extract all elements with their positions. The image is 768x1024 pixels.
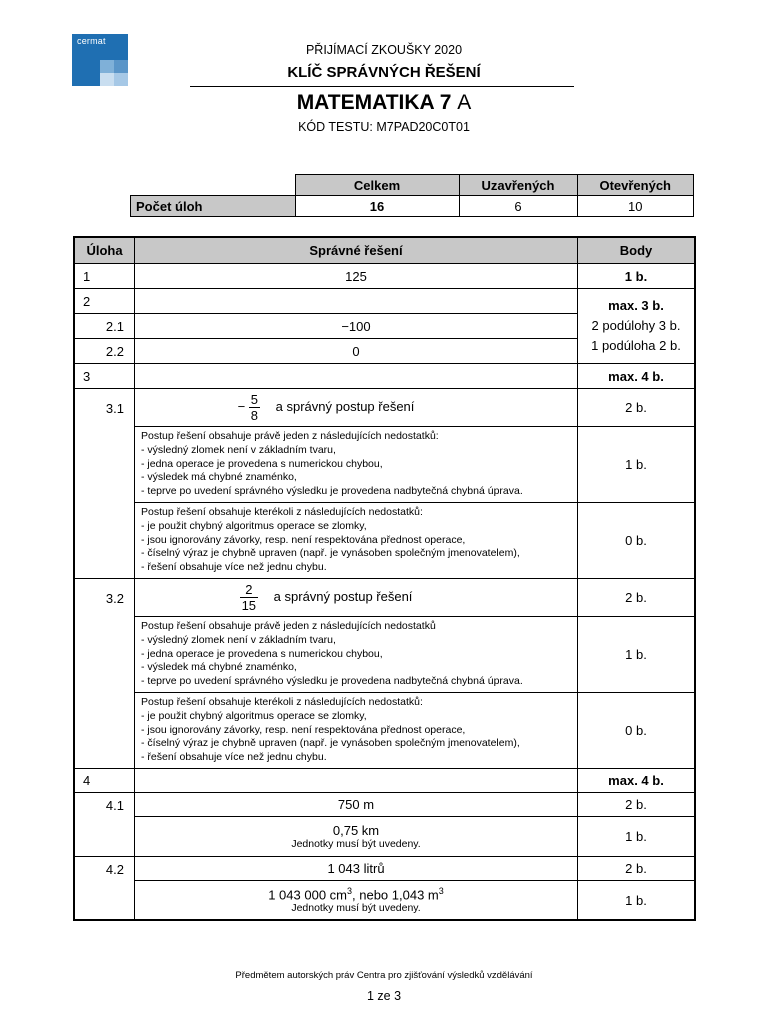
summary-header: Otevřených bbox=[577, 175, 694, 196]
copyright-footer: Předmětem autorských práv Centra pro zjišťování výsledků vzdělávání bbox=[235, 970, 533, 981]
table-row: Postup řešení obsahuje kterékoli z následujících nedostatků: - je použit chybný algoritmus operace se zlomky, - jsou ignorovány závorky, resp. není respektována přednost operace, - číselný výraz je chybně upraven (např. je vynásoben společným jmenovatelem), - řešení obsahuje více než jednu chybu. 0 b. bbox=[74, 692, 695, 768]
document-subtitle: KLÍČ SPRÁVNÝCH ŘEŠENÍ bbox=[287, 64, 481, 81]
summary-row-label: Počet úloh bbox=[131, 196, 296, 217]
col-header-task: Úloha bbox=[74, 237, 135, 264]
table-row: 2 max. 3 b. 2 podúlohy 3 b. 1 podúloha 2 b. bbox=[74, 289, 695, 314]
table-row: 3 max. 4 b. bbox=[74, 364, 695, 389]
criteria-zero: Postup řešení obsahuje kterékoli z následujících nedostatků: - je použit chybný algoritmus operace se zlomky, - jsou ignorovány závorky, resp. není respektována přednost operace, - číselný výraz je chybně upraven (např. je vynásoben společným jmenovatelem), - řešení obsahuje více než jednu chybu. bbox=[135, 692, 578, 768]
table-row: 1 125 1 b. bbox=[74, 264, 695, 289]
summary-header: Uzavřených bbox=[459, 175, 577, 196]
table-row: Postup řešení obsahuje právě jeden z následujících nedostatků: - výsledný zlomek není v základním tvaru, - jedna operace je provedena s numerickou chybou, - výsledek má chybné znaménko, - teprve po uvedení správného výsledku je provedena nadbytečná chybná úprava. 1 b. bbox=[74, 427, 695, 503]
table-row: 4.2 1 043 litrů 2 b. bbox=[74, 856, 695, 880]
summary-closed: 6 bbox=[459, 196, 577, 217]
table-row: 4 max. 4 b. bbox=[74, 768, 695, 792]
criteria-zero: Postup řešení obsahuje kterékoli z následujících nedostatků: - je použit chybný algoritmus operace se zlomky, - jsou ignorovány závorky, resp. není respektována přednost operace, - číselný výraz je chybně upraven (např. je vynásoben společným jmenovatelem), - řešení obsahuje více než jednu chybu. bbox=[135, 502, 578, 578]
col-header-points: Body bbox=[578, 237, 696, 264]
summary-table bbox=[130, 174, 694, 217]
table-row: 3.1 − $\frac{5}{8}$ a správný postup řešení 2 b. bbox=[74, 389, 695, 427]
exam-name: PŘIJÍMACÍ ZKOUŠKY 2020 bbox=[305, 43, 463, 57]
title-variant: A bbox=[457, 91, 472, 114]
title-text: MATEMATIKA 7 bbox=[296, 91, 452, 114]
table-row: Postup řešení obsahuje právě jeden z následujících nedostatků - výsledný zlomek není v základním tvaru, - jedna operace je provedena s numerickou chybou, - výsledek má chybné znaménko, - teprve po uvedení správného výsledku je provedena nadbytečná chybná úprava. 1 b. bbox=[74, 616, 695, 692]
task2-points: max. 3 b. 2 podúlohy 3 b. 1 podúloha 2 b. bbox=[578, 289, 696, 364]
answer-fraction: − $\frac{5}{8}$ a správný postup řešení bbox=[135, 389, 578, 427]
logo-text: cermat bbox=[77, 36, 106, 46]
answer-fraction: $\frac{2}{15}$ a správný postup řešení bbox=[135, 578, 578, 616]
summary-open: 10 bbox=[577, 196, 694, 217]
table-row: 1 043 000 $cm^3$, nebo 1,043 $m^3$ Jednotky musí být uvedeny. 1 b. bbox=[74, 880, 695, 920]
answer-key-table bbox=[73, 236, 696, 921]
page-number: 1 ze 3 bbox=[366, 989, 402, 1003]
table-row: 0,75 km Jednotky musí být uvedeny. 1 b. bbox=[74, 816, 695, 856]
criteria-one-error: Postup řešení obsahuje právě jeden z následujících nedostatků - výsledný zlomek není v základním tvaru, - jedna operace je provedena s numerickou chybou, - výsledek má chybné znaménko, - teprve po uvedení správného výsledku je provedena nadbytečná chybná úprava. bbox=[135, 616, 578, 692]
table-row: Postup řešení obsahuje kterékoli z následujících nedostatků: - je použit chybný algoritmus operace se zlomky, - jsou ignorovány závorky, resp. není respektována přednost operace, - číselný výraz je chybně upraven (např. je vynásoben společným jmenovatelem), - řešení obsahuje více než jednu chybu. 0 b. bbox=[74, 502, 695, 578]
test-code: KÓD TESTU: M7PAD20C0T01 bbox=[298, 120, 470, 134]
table-row: 2.1 −100 bbox=[74, 314, 695, 339]
document-title bbox=[0, 91, 768, 115]
header-rule bbox=[190, 86, 574, 87]
table-row: 3.2 $\frac{2}{15}$ a správný postup řešení 2 b. bbox=[74, 578, 695, 616]
table-row: 2.2 0 bbox=[74, 339, 695, 364]
criteria-one-error: Postup řešení obsahuje právě jeden z následujících nedostatků: - výsledný zlomek není v základním tvaru, - jedna operace je provedena s numerickou chybou, - výsledek má chybné znaménko, - teprve po uvedení správného výsledku je provedena nadbytečná chybná úprava. bbox=[135, 427, 578, 503]
summary-total: 16 bbox=[295, 196, 459, 217]
summary-header: Celkem bbox=[295, 175, 459, 196]
col-header-solution: Správné řešení bbox=[135, 237, 578, 264]
table-row: 4.1 750 m 2 b. bbox=[74, 792, 695, 816]
